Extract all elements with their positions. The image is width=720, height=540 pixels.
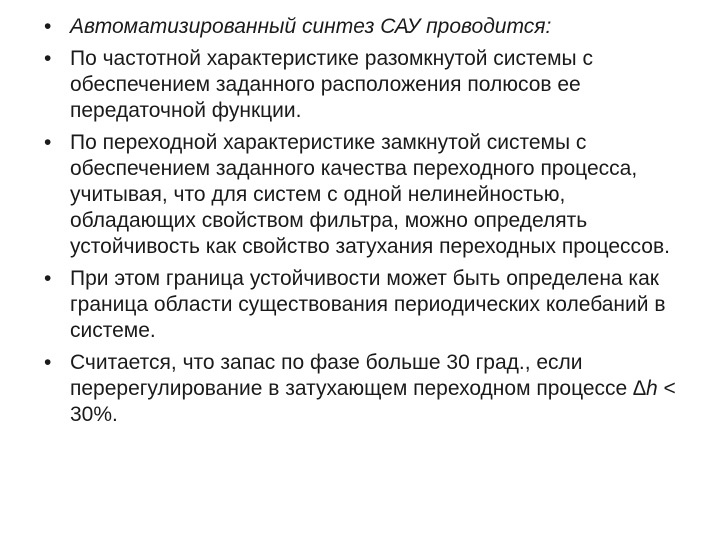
h-variable: h [645,377,658,400]
bullet-text-end: < 30%. [70,377,676,426]
bullet-text: По частотной характеристике разомкнутой системы с обеспечением заданного расположения полюсов ее передаточной функции. [70,47,593,122]
bullet-text: По переходной характеристике замкнутой системы с обеспечением заданного качества переходного процесса, учитывая, что для систем с одной нелинейностью, обладающих свойством фильтра, можно определять устойчивость как свойство затухания переходных процессов. [70,131,670,258]
bullet-item-frequency [44,46,684,124]
bullet-list [44,14,684,434]
bullet-item-heading [44,14,684,40]
bullet-item-stability-boundary [44,266,684,344]
bullet-item-phase-margin [44,350,684,428]
bullet-marker: • [44,47,52,70]
bullet-marker: • [44,15,52,38]
bullet-text [70,351,676,426]
bullet-text: Автоматизированный синтез САУ проводится: [70,15,552,38]
bullet-marker: • [44,351,52,374]
delta-symbol: ∆ [633,377,646,400]
bullet-item-transient [44,130,684,260]
bullet-marker: • [44,267,52,290]
bullet-text-start: Считается, что запас по фазе больше 30 град., если перерегулирование в затухающем переходном процессе [70,351,634,400]
bullet-text: При этом граница устойчивости может быть определена как граница области существования периодических колебаний в системе. [70,267,666,342]
bullet-marker: • [44,131,52,154]
